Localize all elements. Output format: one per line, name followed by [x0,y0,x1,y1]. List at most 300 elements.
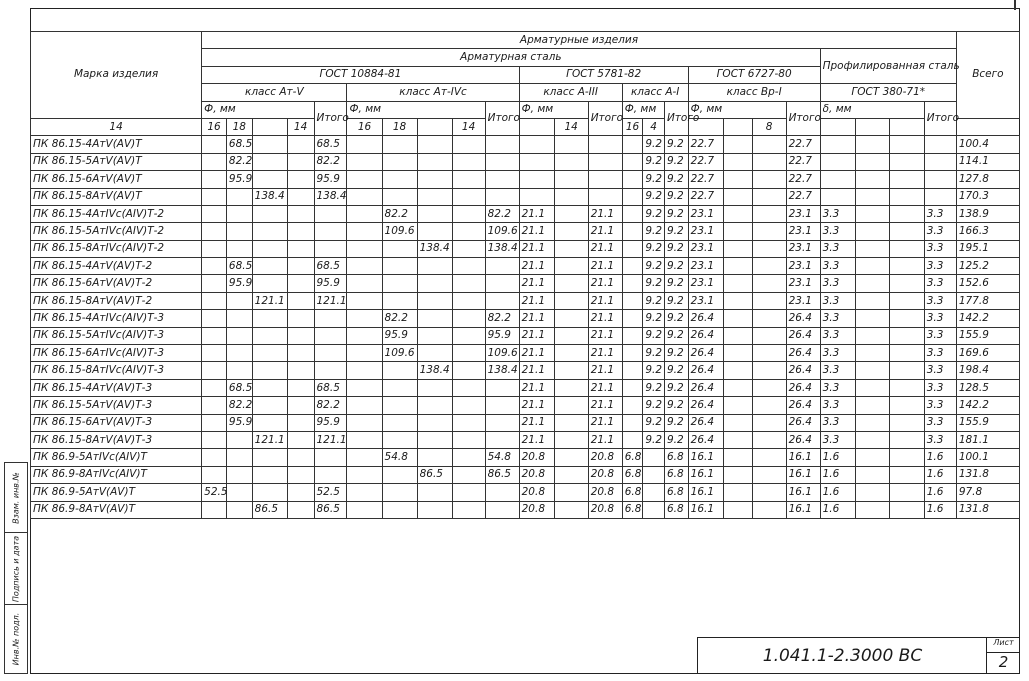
table-cell-empty [287,310,314,327]
row-mark: ПК 86.9-5АтV(АV)Т [31,484,202,501]
table-cell-empty [889,362,924,379]
table-cell: 22.7 [688,188,723,205]
table-cell-empty [452,136,485,153]
table-cell-empty [752,240,786,257]
table-cell [622,310,643,327]
row-mark: ПК 86.15-5АтV(АV)Т-3 [31,397,202,414]
table-cell [588,136,622,153]
table-cell-empty [452,379,485,396]
table-cell [820,188,855,205]
table-row [31,188,1020,205]
table-cell-empty [723,484,752,501]
table-cell [382,153,417,170]
table-cell: 127.8 [956,171,1019,188]
table-cell [382,188,417,205]
side-label-1: Взам. инв.№ [11,471,21,524]
table-cell [924,171,956,188]
diam-aiii-14: 14 [452,118,485,135]
table-cell-empty [452,414,485,431]
table-cell-empty [752,345,786,362]
table-cell [417,484,452,501]
specification-table [30,31,1020,519]
document-code: 1.041.1-2.3000 ВС [697,637,987,674]
table-cell: 1.6 [820,449,855,466]
table-cell [622,362,643,379]
table-cell [382,362,417,379]
table-cell: 21.1 [519,258,554,275]
table-cell-empty [752,153,786,170]
table-cell: 1.6 [820,484,855,501]
table-cell-empty [889,431,924,448]
table-cell-empty [452,223,485,240]
table-cell-empty [889,345,924,362]
table-cell: 23.1 [786,275,820,292]
table-cell: 26.4 [688,379,723,396]
table-cell [382,171,417,188]
phi-bpi: Ф, мм [688,101,786,118]
table-cell-empty [855,484,889,501]
table-cell: 21.1 [588,275,622,292]
table-cell [202,188,227,205]
steel-header: Арматурная сталь [202,49,820,66]
row-mark: ПК 86.15-5АтIVс(АIV)Т-3 [31,327,202,344]
table-cell [252,223,287,240]
table-cell [347,501,382,518]
table-cell: 23.1 [688,205,723,222]
table-cell-empty [287,397,314,414]
table-cell: 26.4 [786,431,820,448]
table-cell [314,466,347,483]
table-cell [226,223,252,240]
table-cell: 3.3 [924,397,956,414]
table-cell: 100.4 [956,136,1019,153]
table-cell: 21.1 [588,345,622,362]
table-cell [643,466,665,483]
table-cell: 9.2 [643,310,665,327]
table-cell: 86.5 [485,466,519,483]
table-cell [252,310,287,327]
table-cell: 3.3 [924,414,956,431]
table-cell: 9.2 [664,310,688,327]
table-cell [485,136,519,153]
table-cell [485,153,519,170]
table-cell [643,501,665,518]
table-cell [314,362,347,379]
table-cell [924,153,956,170]
table-cell [924,136,956,153]
table-cell-empty [554,310,588,327]
row-mark: ПК 86.15-8АтV(АV)Т-3 [31,431,202,448]
table-cell: 9.2 [643,362,665,379]
table-cell [202,240,227,257]
table-cell: 52.5 [202,484,227,501]
table-cell: 3.3 [924,275,956,292]
table-cell [417,310,452,327]
table-cell: 121.1 [314,292,347,309]
table-cell-empty [855,431,889,448]
table-row [31,362,1020,379]
table-cell [417,136,452,153]
table-row [31,136,1020,153]
table-cell: 16.1 [786,466,820,483]
table-cell: 95.9 [314,171,347,188]
table-cell: 82.2 [382,205,417,222]
table-cell: 21.1 [588,397,622,414]
table-cell [588,188,622,205]
table-cell [252,379,287,396]
row-mark: ПК 86.15-8АтIVс(АIV)Т-2 [31,240,202,257]
table-cell-empty [554,327,588,344]
table-cell: 68.5 [314,136,347,153]
table-cell [417,414,452,431]
table-cell [314,205,347,222]
table-cell: 6.8 [622,484,643,501]
table-cell: 21.1 [519,431,554,448]
table-cell: 9.2 [664,136,688,153]
table-cell-empty [554,205,588,222]
table-cell: 9.2 [643,188,665,205]
table-cell-empty [723,449,752,466]
table-cell [347,414,382,431]
table-cell: 21.1 [588,223,622,240]
table-cell-empty [554,414,588,431]
table-cell-empty [452,345,485,362]
diam-atv-14: 14 [31,118,202,135]
diam-ativc-16: 16 [347,118,382,135]
table-cell: 6.8 [664,466,688,483]
table-cell [622,275,643,292]
table-cell-empty [723,223,752,240]
row-mark: ПК 86.9-8АтV(АV)Т [31,501,202,518]
table-cell [485,397,519,414]
table-cell: 1.6 [924,501,956,518]
diam-atv-blank [252,118,287,135]
table-cell-empty [855,362,889,379]
table-cell-empty [287,188,314,205]
table-cell-empty [452,188,485,205]
table-cell: 142.2 [956,397,1019,414]
table-cell: 20.8 [588,501,622,518]
table-cell: 152.6 [956,275,1019,292]
table-cell: 155.9 [956,414,1019,431]
table-cell: 82.2 [314,397,347,414]
table-cell-empty [452,205,485,222]
table-row [31,292,1020,309]
table-cell: 195.1 [956,240,1019,257]
phi-aiii: Ф, мм [519,101,588,118]
table-cell: 177.8 [956,292,1019,309]
table-cell: 23.1 [688,275,723,292]
table-cell [226,362,252,379]
table-cell: 26.4 [688,431,723,448]
table-cell-empty [889,466,924,483]
table-cell-empty [723,345,752,362]
table-cell-empty [752,171,786,188]
row-mark: ПК 86.9-8АтIVс(АIV)Т [31,466,202,483]
table-cell-empty [889,223,924,240]
table-cell [347,153,382,170]
itogo-atv: Итого [314,101,347,136]
diam-bpi-4: 4 [643,118,665,135]
table-cell-empty [855,205,889,222]
class-aiii: класс A-III [519,84,622,101]
itogo-profile: Итого [924,101,956,136]
table-cell-empty [855,171,889,188]
table-cell [252,466,287,483]
table-cell [382,414,417,431]
table-cell-empty [554,362,588,379]
table-cell [417,153,452,170]
table-cell: 3.3 [924,327,956,344]
table-cell [202,136,227,153]
table-cell [485,188,519,205]
table-cell: 9.2 [664,258,688,275]
table-cell-empty [554,223,588,240]
table-cell [202,466,227,483]
table-cell: 26.4 [688,345,723,362]
table-cell-empty [287,379,314,396]
table-cell [347,310,382,327]
table-cell [417,449,452,466]
table-cell: 95.9 [314,414,347,431]
table-cell-empty [855,292,889,309]
table-cell-empty [855,379,889,396]
table-cell [622,136,643,153]
table-cell [622,240,643,257]
table-cell: 9.2 [643,223,665,240]
table-cell [252,414,287,431]
table-cell [622,379,643,396]
table-cell-empty [752,188,786,205]
diam-ativc-blank [417,118,452,135]
table-cell: 3.3 [820,414,855,431]
table-cell-empty [287,449,314,466]
table-cell [485,501,519,518]
table-cell: 1.6 [924,484,956,501]
table-cell: 155.9 [956,327,1019,344]
table-cell: 26.4 [786,414,820,431]
table-cell: 68.5 [314,258,347,275]
table-cell [226,501,252,518]
table-cell [252,449,287,466]
table-cell-empty [855,345,889,362]
table-cell [314,310,347,327]
table-row [31,431,1020,448]
table-cell [226,484,252,501]
table-cell: 3.3 [924,362,956,379]
table-cell: 3.3 [924,431,956,448]
table-cell: 181.1 [956,431,1019,448]
row-mark: ПК 86.15-8АтV(АV)Т-2 [31,292,202,309]
blank-area [30,588,1020,640]
table-cell: 9.2 [643,205,665,222]
table-cell-empty [855,501,889,518]
table-row [31,379,1020,396]
table-cell [202,258,227,275]
table-cell [347,379,382,396]
table-cell-empty [889,188,924,205]
table-cell-empty [889,397,924,414]
table-cell-empty [889,240,924,257]
table-cell-empty [752,136,786,153]
table-cell-empty [889,292,924,309]
table-cell [382,484,417,501]
table-cell: 16.1 [786,501,820,518]
table-cell: 26.4 [688,414,723,431]
row-mark: ПК 86.15-4АтV(АV)Т [31,136,202,153]
table-cell: 3.3 [820,258,855,275]
phi-ativc: Ф, мм [347,101,485,118]
table-cell-empty [452,484,485,501]
table-cell [202,501,227,518]
table-cell: 3.3 [924,292,956,309]
diam-atv-16: 16 [202,118,227,135]
table-cell: 26.4 [688,310,723,327]
diam-bpi-blank2 [723,118,752,135]
class-ativc: класс Ат-IVc [347,84,519,101]
table-cell-empty [752,397,786,414]
table-cell: 3.3 [820,292,855,309]
table-cell-empty [889,379,924,396]
table-cell [417,345,452,362]
table-cell-empty [554,397,588,414]
table-cell-empty [287,136,314,153]
table-cell: 169.6 [956,345,1019,362]
table-cell: 26.4 [688,362,723,379]
table-cell [226,449,252,466]
table-cell [485,484,519,501]
table-cell-empty [723,275,752,292]
table-cell: 125.2 [956,258,1019,275]
table-cell-empty [554,153,588,170]
table-cell: 21.1 [519,292,554,309]
table-cell [347,205,382,222]
diam-atv-18: 18 [226,118,252,135]
table-cell-empty [723,205,752,222]
table-cell: 9.2 [664,153,688,170]
table-row [31,327,1020,344]
table-cell: 26.4 [688,397,723,414]
row-mark: ПК 86.15-8АтIVс(АIV)Т-3 [31,362,202,379]
table-cell [382,275,417,292]
table-cell: 6.8 [622,501,643,518]
table-cell: 82.2 [226,397,252,414]
side-stamp-strip [4,462,28,674]
table-cell: 1.6 [820,501,855,518]
table-row [31,205,1020,222]
table-cell: 9.2 [664,414,688,431]
table-row [31,275,1020,292]
table-cell: 68.5 [226,379,252,396]
table-cell: 3.3 [924,258,956,275]
table-cell-empty [855,136,889,153]
table-cell: 9.2 [643,431,665,448]
table-cell-empty [723,362,752,379]
table-cell [202,379,227,396]
table-cell: 198.4 [956,362,1019,379]
diam-aiii-blank [519,118,554,135]
row-mark: ПК 86.15-5АтIVс(АIV)Т-2 [31,223,202,240]
table-cell-empty [287,205,314,222]
table-cell-empty [554,466,588,483]
table-cell: 86.5 [252,501,287,518]
table-cell: 9.2 [664,292,688,309]
table-cell: 21.1 [588,258,622,275]
table-cell-empty [723,188,752,205]
table-cell [417,258,452,275]
side-cell-3 [5,605,27,673]
table-cell: 9.2 [664,240,688,257]
side-cell-1 [5,463,27,533]
table-cell: 82.2 [382,310,417,327]
table-cell [347,275,382,292]
table-cell: 68.5 [226,136,252,153]
table-cell [417,397,452,414]
table-cell: 22.7 [688,153,723,170]
table-cell-empty [554,345,588,362]
table-cell: 21.1 [519,397,554,414]
table-cell: 21.1 [588,414,622,431]
table-cell [252,275,287,292]
table-cell-empty [287,362,314,379]
table-cell-empty [554,501,588,518]
table-cell: 20.8 [519,449,554,466]
phi-atv: Ф, мм [202,101,314,118]
table-cell-empty [723,414,752,431]
table-cell: 21.1 [519,327,554,344]
table-cell: 3.3 [820,379,855,396]
table-cell-empty [287,466,314,483]
col-header-total: Всего [956,32,1019,119]
table-cell [252,171,287,188]
table-cell [485,171,519,188]
class-ai: класс A-I [622,84,688,101]
table-cell: 22.7 [688,171,723,188]
table-cell [202,362,227,379]
table-cell: 82.2 [485,310,519,327]
table-cell: 109.6 [382,223,417,240]
class-atv: класс Ат-V [202,84,347,101]
table-cell-empty [889,275,924,292]
table-cell: 21.1 [519,205,554,222]
table-cell: 9.2 [643,379,665,396]
gost-10884: ГОСТ 10884-81 [202,66,519,83]
table-cell [417,205,452,222]
table-cell [622,171,643,188]
table-cell: 142.2 [956,310,1019,327]
table-cell-empty [855,414,889,431]
table-cell-empty [752,501,786,518]
table-cell [314,327,347,344]
row-mark: ПК 86.15-6АтV(АV)Т [31,171,202,188]
table-cell: 21.1 [588,240,622,257]
thick-profile-8: 8 [752,118,786,135]
table-cell [485,414,519,431]
table-cell: 21.1 [519,345,554,362]
table-cell-empty [452,153,485,170]
itogo-ativc: Итого [485,101,519,136]
table-cell: 23.1 [688,223,723,240]
table-cell [226,466,252,483]
table-cell: 128.5 [956,379,1019,396]
table-cell-empty [855,449,889,466]
table-cell: 138.4 [252,188,287,205]
table-row [31,153,1020,170]
table-cell-empty [723,292,752,309]
table-cell: 68.5 [314,379,347,396]
table-cell-empty [723,501,752,518]
table-cell: 21.1 [519,240,554,257]
